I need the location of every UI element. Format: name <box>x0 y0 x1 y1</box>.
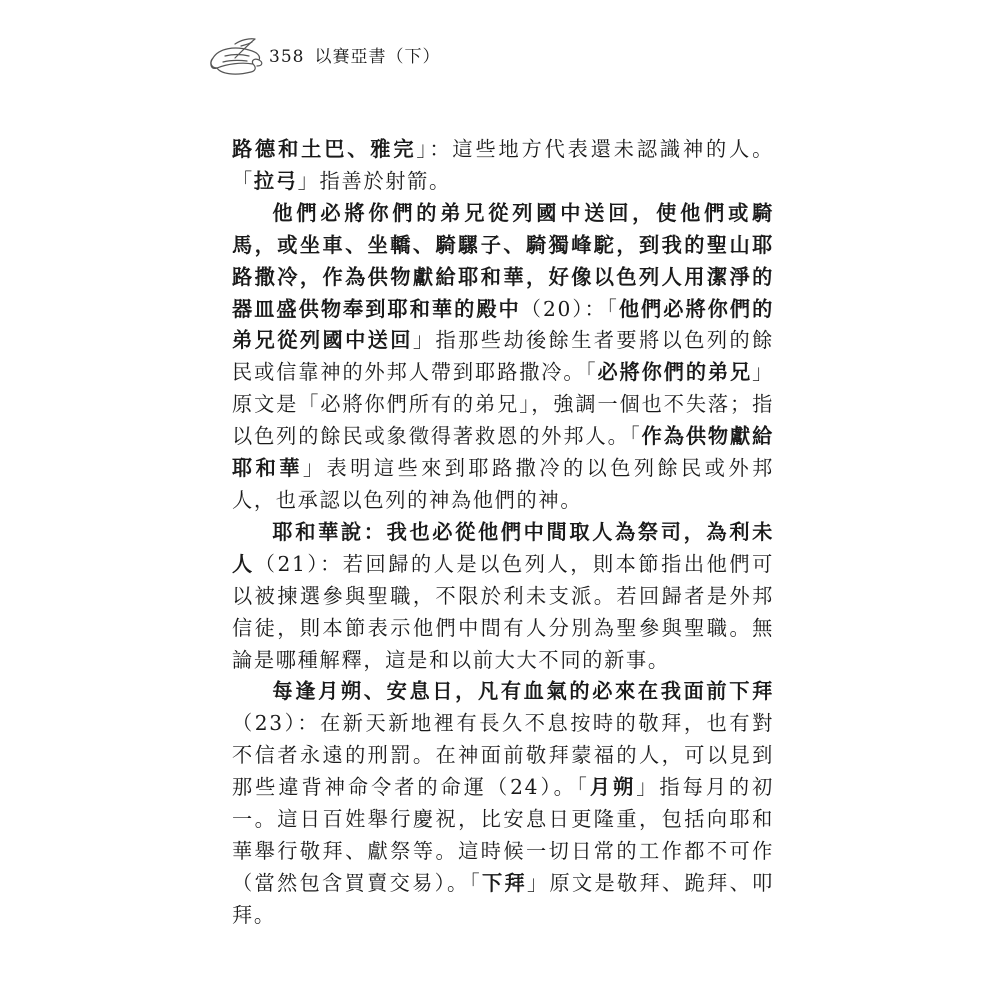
bold-phrase: 必將你們的弟兄 <box>597 360 753 385</box>
text-run: 」：這些地方代表還未認識神的人。「 <box>232 137 774 193</box>
text-run: 」表明這些來到耶路撒冷的以色列餘民或外邦人，也承認以色列的神為他們的神。 <box>232 456 774 512</box>
text-run: 」指那些劫後餘生者要將以色列的餘民或信靠神的外邦人帶到耶路撒冷。「 <box>232 328 774 385</box>
header-text <box>269 46 441 67</box>
running-header <box>205 36 440 88</box>
bold-phrase: 他們必將你們的弟兄從列國中送回，使他們或騎馬，或坐車、坐轎、騎騾子、騎獨峰駝，到我的聖山耶路撒冷，作為供物獻給耶和華，好像以色列人用潔淨的器皿盛供物奉到耶和華的殿中 <box>232 200 774 321</box>
paragraph <box>232 517 774 677</box>
book-title: 以賽亞書（下） <box>314 46 441 67</box>
text-run: （23）：在新天新地裡有長久不息按時的敬拜，也有對不信者永遠的刑罰。在神面前敬拜蒙福的人，可以見到那些違背神命令者的命運（24）。「 <box>232 711 774 800</box>
text-run: 」原文是敬拜、跪拜、叩拜。 <box>232 870 774 927</box>
bold-phrase: 耶和華說：我也必從他們中間取人為祭司，為利未人 <box>232 519 774 576</box>
bold-phrase: 月朔 <box>589 775 637 800</box>
paragraph <box>232 134 774 198</box>
body-text <box>232 134 774 932</box>
paragraph <box>232 198 774 517</box>
bold-phrase: 下拜 <box>481 870 527 895</box>
bold-phrase: 他們必將你們的弟兄從列國中送回 <box>232 296 774 353</box>
text-run: 」指每月的初一。這日百姓舉行慶祝，比安息日更隆重，包括向耶和華舉行敬拜、獻祭等。這時候一切日常的工作都不可作（當然包含買賣交易）。「 <box>232 775 774 895</box>
bold-phrase: 作為供物獻給耶和華 <box>232 424 775 481</box>
bold-phrase: 拉弓 <box>253 168 298 193</box>
paragraph <box>232 676 774 931</box>
text-run: 」指善於射箭。 <box>297 168 451 193</box>
scroll-quill-icon <box>205 36 267 88</box>
bold-phrase: 每逢月朔、安息日，凡有血氣的必來在我面前下拜 <box>272 679 774 704</box>
text-run: 」原文是「必將你們所有的弟兄」，強調一個也不失落；指以色列的餘民或象徵得著救恩的外邦人。「 <box>232 360 774 449</box>
text-run: （21）：若回歸的人是以色列人，則本節指出他們可以被揀選參與聖職，不限於利未支派。若回歸者是外邦信徒，則本節表示他們中間有人分別為聖參與聖職。無論是哪種解釋，這是和以前大大不同的新事。 <box>232 551 775 672</box>
bold-phrase: 路德和土巴、雅完 <box>232 137 417 161</box>
page-number: 358 <box>269 46 305 67</box>
text-run: （20）：「 <box>520 296 619 321</box>
